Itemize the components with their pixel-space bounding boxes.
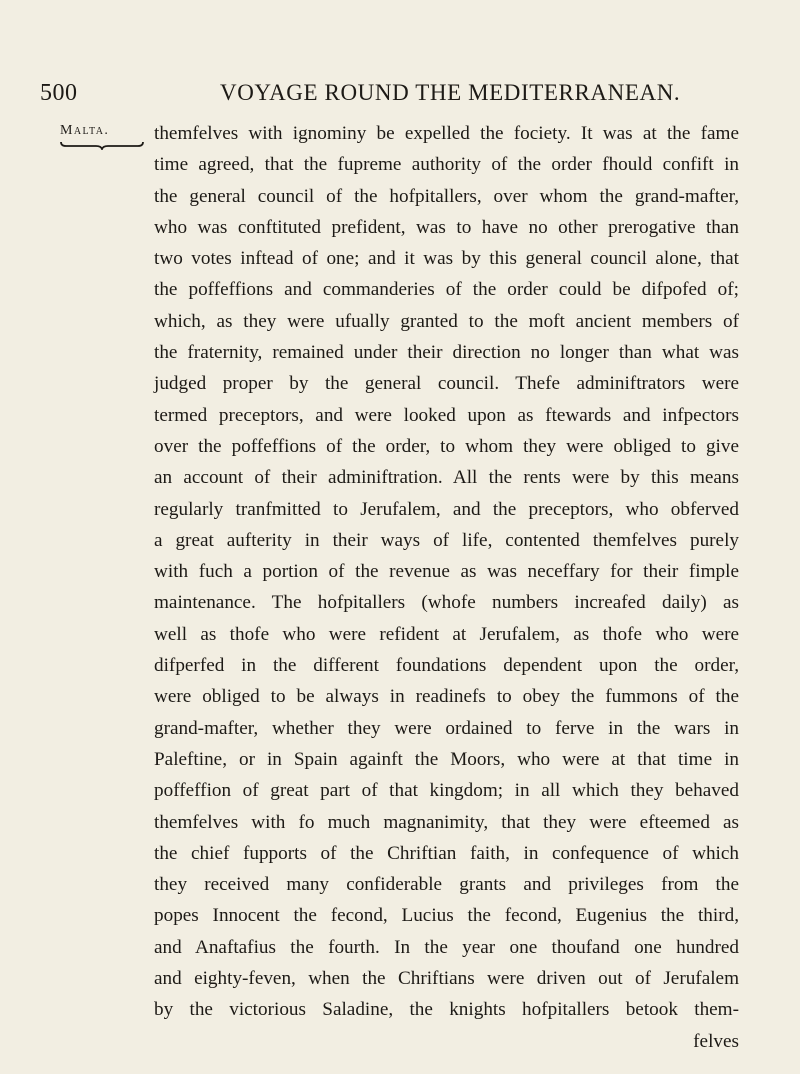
text-line: regularly tranfmitted to Jerufalem, and the preceptors, who obferved [154,498,739,520]
text-line: the general council of the hofpitallers, over whom the grand-mafter, [154,185,739,207]
page-number: 500 [40,80,78,106]
text-line: poffeffion of great part of that kingdom; in all which they behaved [154,780,739,802]
text-line: grand-mafter, whether they were ordained to ferve in the wars in [154,717,739,739]
text-line: the poffeffions and commanderies of the order could be difpofed of; [154,279,739,301]
text-line: were obliged to be always in readinefs to obey the fummons of the [154,686,739,708]
text-line: and Anaftafius the fourth. In the year one thoufand one hundred [154,936,739,958]
text-line: Paleftine, or in Spain againft the Moors, who were at that time in [154,748,739,770]
text-line: by the victorious Saladine, the knights hofpitallers betook them- [154,999,739,1021]
margin-brace [60,140,144,150]
text-line: difperfed in the different foundations dependent upon the order, [154,655,739,677]
text-line: the chief fupports of the Chriftian faith, in confequence of which [154,842,739,864]
text-line: two votes inftead of one; and it was by this general council alone, that [154,248,739,270]
running-title: VOYAGE ROUND THE MEDITERRANEAN. [220,80,681,105]
text-line: well as thofe who were refident at Jerufalem, as thofe who were [154,623,739,645]
text-line: themfelves with ignominy be expelled the fociety. It was at the fame [154,123,739,144]
text-line: popes Innocent the fecond, Lucius the fecond, Eugenius the third, [154,905,739,927]
body-text [154,118,739,1057]
text-line: felves [693,1030,739,1052]
text-line: maintenance. The hofpitallers (whofe numbers increafed daily) as [154,592,739,614]
text-line: who was conftituted prefident, was to have no other prerogative than [154,216,739,238]
text-line: a great aufterity in their ways of life, contented themfelves purely [154,529,739,551]
text-line: time agreed, that the fupreme authority of the order fhould confift in [154,154,739,176]
text-line: over the poffeffions of the order, to whom they were obliged to give [154,435,739,457]
text-line: judged proper by the general council. Thefe adminiftrators were [154,373,739,395]
text-line: they received many confiderable grants and privileges from the [154,874,739,896]
text-line: an account of their adminiftration. All the rents were by this means [154,467,739,489]
text-line: termed preceptors, and were looked upon as ftewards and infpectors [154,404,739,426]
text-line: with fuch a portion of the revenue as was neceffary for their fimple [154,561,739,583]
margin-note: Malta. [60,123,110,138]
text-line: and eighty-feven, when the Chriftians were driven out of Jerufalem [154,968,739,990]
text-line: which, as they were ufually granted to the moft ancient members of [154,310,739,332]
text-line: themfelves with fo much magnanimity, that they were efteemed as [154,811,739,833]
text-line: the fraternity, remained under their direction no longer than what was [154,342,739,364]
